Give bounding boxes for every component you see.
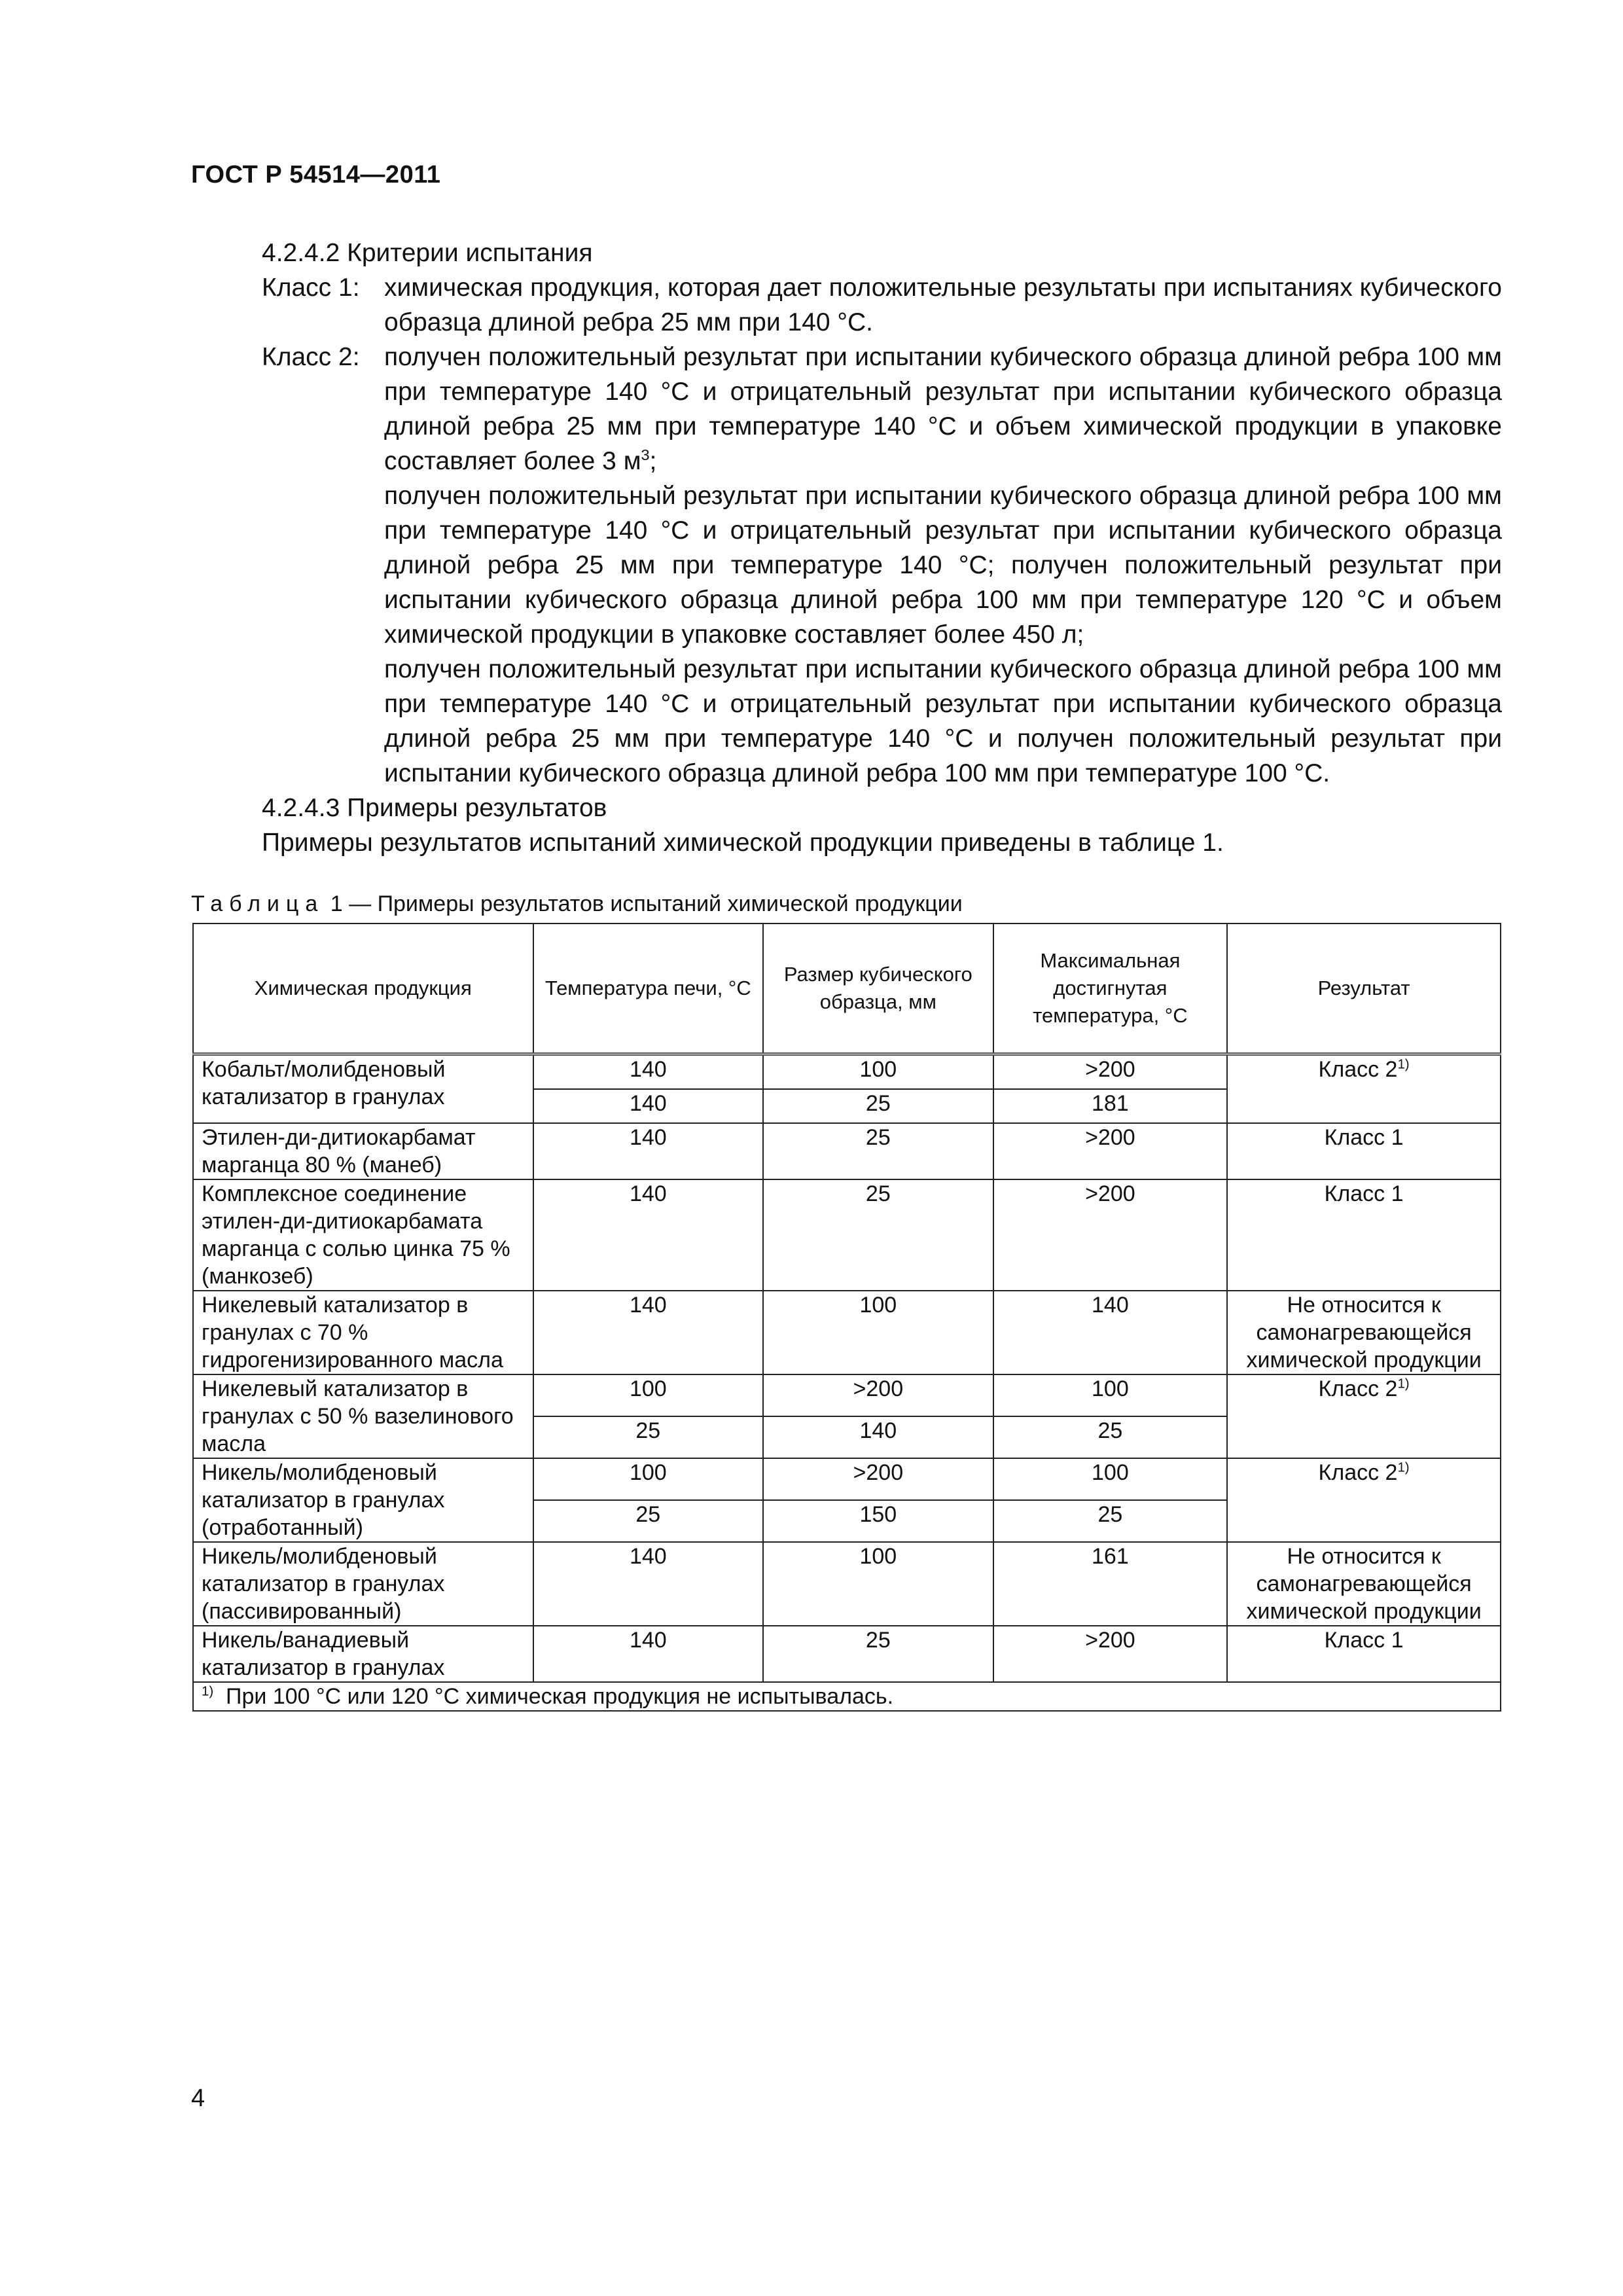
product-cell: Никель/молибденовый катализатор в гранулах (пассивированный) [193, 1542, 533, 1626]
page-number: 4 [191, 2085, 205, 2112]
class-1-definition [262, 270, 1502, 340]
class-1-text: химическая продукция, которая дает положительные результаты при испытаниях кубического образца длиной ребра 25 мм при 140 °С. [384, 274, 1502, 336]
cube-size-cell: 150 [763, 1500, 993, 1542]
result-cell: Класс 1 [1227, 1123, 1501, 1179]
cube-size-cell: 25 [763, 1626, 993, 1682]
result-cell [1227, 1054, 1501, 1124]
header-product: Химическая продукция [193, 924, 533, 1054]
footnote-text: При 100 °С или 120 °С химическая продукция не испытывалась. [226, 1684, 894, 1709]
table-caption-word: Таблица [191, 891, 325, 916]
max-temp-cell: 140 [993, 1291, 1228, 1374]
oven-temp-cell: 140 [533, 1123, 764, 1179]
table-footnote [193, 1682, 1501, 1711]
header-oven-temp: Температура печи, °С [533, 924, 764, 1054]
result-text: Класс 2 [1318, 1057, 1398, 1082]
table-row [193, 1542, 1501, 1626]
product-cell: Этилен-ди-дитиокарбамат марганца 80 % (манеб) [193, 1123, 533, 1179]
class-2-condition-2: получен положительный результат при испытании кубического образца длиной ребра 100 мм при температуре 140 °С и отрицательный результат при испытании кубического образца длиной ребра 25 мм при температуре 140 °С; получен положительный результат при испытании кубического образца длиной ребра 100 мм при температуре 120 °С и объем химической продукции в упаковке составляет более 450 л; [384, 482, 1502, 649]
document-code: ГОСТ Р 54514—2011 [191, 161, 441, 188]
table-caption-title: 1 — Примеры результатов испытаний химической продукции [330, 891, 963, 916]
max-temp-cell: >200 [993, 1123, 1228, 1179]
table-footnote-row [193, 1682, 1501, 1711]
oven-temp-cell: 100 [533, 1458, 764, 1500]
product-cell: Никелевый катализатор в гранулах с 70 % гидрогенизированного масла [193, 1291, 533, 1374]
class-2-text [384, 340, 1502, 791]
cubic-superscript: 3 [641, 446, 650, 463]
table-row [193, 1291, 1501, 1374]
oven-temp-cell: 140 [533, 1291, 764, 1374]
result-cell [1227, 1458, 1501, 1542]
criteria-heading: 4.2.4.2 Критерии испытания [262, 239, 593, 267]
class-2-condition-1-end: ; [649, 447, 657, 475]
max-temp-cell: >200 [993, 1626, 1228, 1682]
product-cell: Комплексное соединение этилен-ди-дитиокарбамата марганца с солью цинка 75 % (манкозеб) [193, 1179, 533, 1291]
results-table [192, 923, 1501, 1712]
oven-temp-cell: 25 [533, 1500, 764, 1542]
cube-size-cell: 25 [763, 1089, 993, 1123]
result-cell [1227, 1374, 1501, 1458]
footnote-ref: 1) [1397, 1057, 1410, 1072]
max-temp-cell: 25 [993, 1500, 1228, 1542]
table-header-row [193, 924, 1501, 1054]
header-max-temp: Максимальная достигнутая температура, °С [993, 924, 1228, 1054]
oven-temp-cell: 25 [533, 1416, 764, 1458]
product-cell: Кобальт/молибденовый катализатор в гранулах [193, 1054, 533, 1124]
table-row [193, 1123, 1501, 1179]
product-cell: Никелевый катализатор в гранулах с 50 % вазелинового масла [193, 1374, 533, 1458]
result-cell: Не относится к самонагревающейся химической продукции [1227, 1542, 1501, 1626]
result-cell: Класс 1 [1227, 1179, 1501, 1291]
cube-size-cell: 100 [763, 1542, 993, 1626]
class-2-condition-1-text: получен положительный результат при испытании кубического образца длиной ребра 100 мм при температуре 140 °С и отрицательный результат при испытании кубического образца длиной ребра 25 мм при температуре 140 °С и объем химической продукции в упаковке составляет более 3 м [384, 343, 1502, 475]
oven-temp-cell: 140 [533, 1626, 764, 1682]
max-temp-cell: 100 [993, 1374, 1228, 1416]
cube-size-cell: 25 [763, 1179, 993, 1291]
cube-size-cell: 100 [763, 1054, 993, 1090]
max-temp-cell: 100 [993, 1458, 1228, 1500]
table-caption [191, 891, 963, 917]
result-text: Класс 2 [1318, 1376, 1398, 1401]
max-temp-cell: >200 [993, 1054, 1228, 1090]
cube-size-cell: >200 [763, 1458, 993, 1500]
max-temp-cell: 181 [993, 1089, 1228, 1123]
cube-size-cell: 25 [763, 1123, 993, 1179]
class-2-condition-1 [384, 340, 1502, 478]
table-row [193, 1054, 1501, 1090]
class-1-label: Класс 1: [262, 274, 360, 302]
result-cell: Класс 1 [1227, 1626, 1501, 1682]
header-cube-size: Размер кубического образца, мм [763, 924, 993, 1054]
max-temp-cell: >200 [993, 1179, 1228, 1291]
footnote-ref: 1) [1397, 1376, 1410, 1391]
class-2-label: Класс 2: [262, 343, 360, 371]
section-text [262, 236, 1502, 860]
examples-text: Примеры результатов испытаний химической продукции приведены в таблице 1. [262, 829, 1224, 857]
oven-temp-cell: 140 [533, 1179, 764, 1291]
oven-temp-cell: 140 [533, 1089, 764, 1123]
header-result: Результат [1227, 924, 1501, 1054]
result-cell: Не относится к самонагревающейся химической продукции [1227, 1291, 1501, 1374]
cube-size-cell: 140 [763, 1416, 993, 1458]
table-row [193, 1626, 1501, 1682]
examples-heading: 4.2.4.3 Примеры результатов [262, 794, 607, 822]
oven-temp-cell: 140 [533, 1542, 764, 1626]
cube-size-cell: 100 [763, 1291, 993, 1374]
class-2-definition [262, 340, 1502, 791]
product-cell: Никель/ванадиевый катализатор в гранулах [193, 1626, 533, 1682]
footnote-mark: 1) [202, 1684, 214, 1699]
class-2-condition-3: получен положительный результат при испытании кубического образца длиной ребра 100 мм при температуре 140 °С и отрицательный результат при испытании кубического образца длиной ребра 25 мм при температуре 140 °С и получен положительный результат при испытании кубического образца длиной ребра 100 мм при температуре 100 °С. [384, 655, 1502, 787]
table-row [193, 1374, 1501, 1416]
table-row [193, 1458, 1501, 1500]
product-cell: Никель/молибденовый катализатор в гранулах (отработанный) [193, 1458, 533, 1542]
oven-temp-cell: 140 [533, 1054, 764, 1090]
cube-size-cell: >200 [763, 1374, 993, 1416]
oven-temp-cell: 100 [533, 1374, 764, 1416]
result-text: Класс 2 [1318, 1460, 1398, 1485]
max-temp-cell: 161 [993, 1542, 1228, 1626]
footnote-ref: 1) [1397, 1460, 1410, 1475]
table-row [193, 1179, 1501, 1291]
max-temp-cell: 25 [993, 1416, 1228, 1458]
